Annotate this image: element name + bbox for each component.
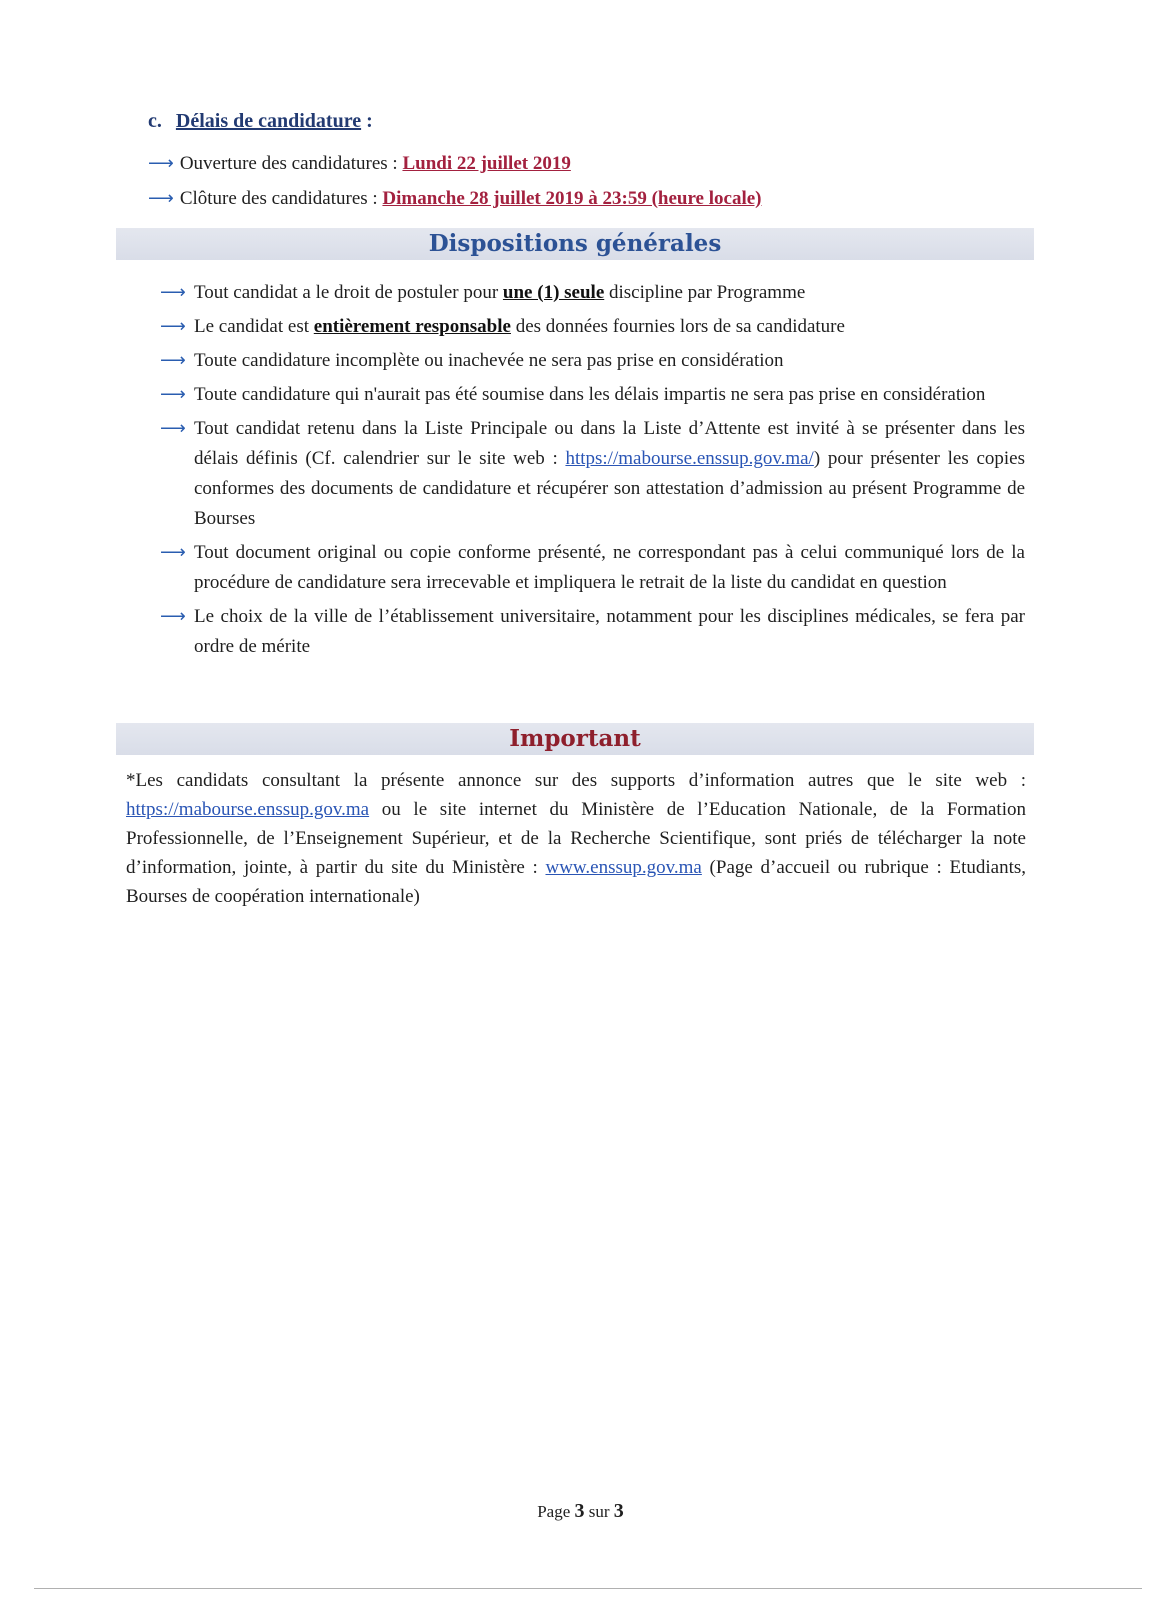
closing-label: Clôture des candidatures : bbox=[179, 188, 383, 209]
paragraph-text: *Les candidats consultant la présente annonce sur des supports d’information autres que le site web : bbox=[126, 770, 1026, 791]
important-paragraph bbox=[126, 766, 1026, 911]
important-banner: Important bbox=[116, 723, 1034, 755]
item-text: ) pour présenter les copies conformes des documents de candidature et récupérer son attestation d’admission au présent Programme de Bourses bbox=[194, 448, 1025, 529]
dispositions-banner: Dispositions générales bbox=[116, 228, 1034, 260]
page-footer bbox=[0, 1500, 1161, 1523]
opening-date-line bbox=[148, 153, 571, 175]
section-letter: c. bbox=[148, 110, 162, 132]
item-text: Tout candidat retenu dans la Liste Principale ou dans la Liste d’Attente est invité à se présenter dans les délais définis (Cf. calendrier sur le site web : bbox=[194, 418, 1025, 469]
list-item bbox=[160, 602, 1025, 662]
item-text: Tout document original ou copie conforme présenté, ne correspondant pas à celui communiqué lors de la procédure de candidature sera irrecevable et impliquera le retrait de la liste du candidat en question bbox=[194, 542, 1025, 593]
arrow-right-icon: ⟶ bbox=[160, 282, 186, 303]
arrow-right-icon: ⟶ bbox=[160, 350, 186, 371]
closing-date: Dimanche 28 juillet 2019 à 23:59 (heure locale) bbox=[382, 188, 762, 209]
closing-date-line bbox=[148, 188, 762, 210]
section-colon: : bbox=[361, 110, 373, 132]
list-item bbox=[160, 538, 1025, 598]
arrow-right-icon: ⟶ bbox=[160, 418, 186, 439]
mabourse-link[interactable]: https://mabourse.enssup.gov.ma/ bbox=[565, 448, 814, 469]
arrow-right-icon: ⟶ bbox=[160, 542, 186, 563]
list-item bbox=[160, 278, 1025, 308]
item-text: discipline par Programme bbox=[604, 282, 806, 303]
item-text: des données fournies lors de sa candidature bbox=[510, 316, 845, 337]
opening-date: Lundi 22 juillet 2019 bbox=[402, 153, 571, 174]
bottom-divider bbox=[34, 1588, 1142, 1589]
paragraph-text: ou le site internet du Ministère de l’Education Nationale, de la Formation Professionnelle, de l’Enseignement Supérieur, et de la Recherche Scientifique, sont priés de télécharger la note d’information, jointe, à partir du site du Ministère : bbox=[126, 799, 1026, 878]
list-item bbox=[160, 346, 1025, 376]
item-text: Le candidat est bbox=[194, 316, 314, 337]
dispositions-list bbox=[160, 278, 1025, 666]
arrow-right-icon: ⟶ bbox=[160, 384, 186, 405]
item-text: Toute candidature incomplète ou inachevée ne sera pas prise en considération bbox=[194, 350, 784, 371]
arrow-right-icon: ⟶ bbox=[160, 316, 186, 337]
list-item bbox=[160, 312, 1025, 342]
list-item bbox=[160, 414, 1025, 534]
opening-label: Ouverture des candidatures : bbox=[179, 153, 403, 174]
arrow-right-icon: ⟶ bbox=[148, 188, 174, 209]
section-c-heading bbox=[148, 110, 373, 133]
list-item bbox=[160, 380, 1025, 410]
arrow-right-icon: ⟶ bbox=[148, 153, 174, 174]
item-text: Tout candidat a le droit de postuler pour bbox=[194, 282, 503, 303]
arrow-right-icon: ⟶ bbox=[160, 606, 186, 627]
item-emphasis: une (1) seule bbox=[502, 282, 605, 303]
footer-text: Page bbox=[537, 1502, 575, 1521]
mabourse-link[interactable]: https://mabourse.enssup.gov.ma bbox=[126, 799, 370, 820]
item-text: Toute candidature qui n'aurait pas été soumise dans les délais impartis ne sera pas prise en considération bbox=[194, 384, 986, 405]
page-number: 3 bbox=[574, 1500, 585, 1522]
section-title: Délais de candidature bbox=[175, 110, 362, 132]
paragraph-text: (Page d’accueil ou rubrique : Etudiants, Bourses de coopération internationale) bbox=[126, 857, 1026, 907]
enssup-link[interactable]: www.enssup.gov.ma bbox=[545, 857, 702, 878]
page-total: 3 bbox=[613, 1500, 624, 1522]
item-text: Le choix de la ville de l’établissement universitaire, notamment pour les disciplines médicales, se fera par ordre de mérite bbox=[194, 606, 1025, 657]
footer-text: sur bbox=[584, 1502, 614, 1521]
item-emphasis: entièrement responsable bbox=[313, 316, 511, 337]
